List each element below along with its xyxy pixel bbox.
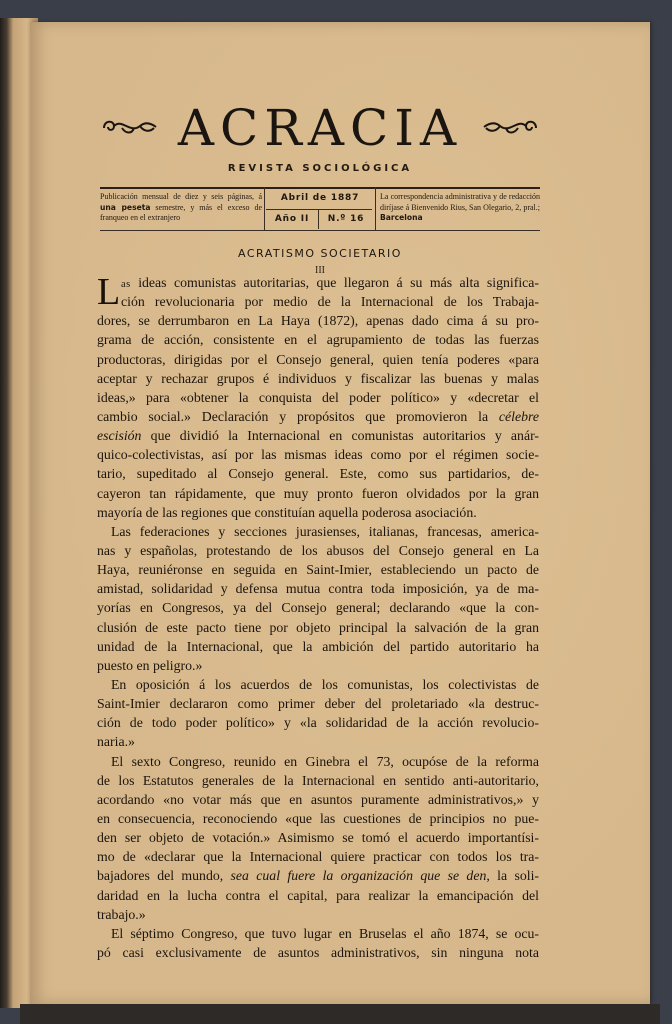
right-flourish-ornament-icon bbox=[480, 112, 540, 142]
drop-cap: L bbox=[97, 271, 121, 313]
subscription-info bbox=[100, 192, 262, 224]
subscription-price: una peseta bbox=[100, 202, 151, 212]
top-background bbox=[0, 0, 672, 22]
article-body bbox=[97, 273, 539, 962]
article-line: puesto en peligro.» bbox=[97, 657, 203, 673]
article-line: bajadores del mundo, sea cual fuere la organización que se den, la soli- bbox=[97, 868, 539, 884]
article-line: trabajo.» bbox=[97, 906, 146, 922]
article-line: quico-colectivistas, así por las mismas ideas como por el régimen socie- bbox=[97, 447, 539, 463]
subscription-text-end: semestre, y más el exceso de franqueo en el extranjero bbox=[100, 202, 262, 222]
issue-number: N.º 16 bbox=[327, 214, 365, 224]
info-divider-right bbox=[375, 187, 376, 231]
article-line: El séptimo Congreso, que tuvo lugar en Bruselas el año 1874, se ocu- bbox=[111, 925, 539, 941]
article-line: unidad de la Internacional, que la ambición del partido autoritario ha bbox=[97, 638, 539, 654]
magazine-title: ACRACIA bbox=[177, 99, 463, 157]
magazine-subtitle: REVISTA SOCIOLÓGICA bbox=[227, 163, 413, 174]
article-line: cayeron tan rápidamente, que muy pronto fueron olvidados por la gran bbox=[97, 485, 539, 501]
article-line: tario, supeditado al Consejo general. Este, como sus partidarios, de- bbox=[97, 466, 539, 482]
article-line: de los Estatutos generales de la Internacional en sentido anti-autoritario, bbox=[97, 772, 539, 788]
left-flourish-ornament-icon bbox=[100, 112, 160, 142]
correspondence-info bbox=[380, 192, 540, 224]
article-line: naria.» bbox=[97, 734, 135, 750]
article-line: daridad en la lucha contra el capital, para realizar la emancipación del bbox=[97, 887, 539, 903]
subscription-text: Publicación mensual de diez y seis páginas, á bbox=[100, 192, 262, 201]
article-line: grama de acción, consistente en el agrupamiento de todas las fuerzas bbox=[97, 332, 539, 348]
article-line: productoras, dirigidas por el Consejo general, quien tenía poderes «para bbox=[97, 351, 539, 367]
article-line: Saint-Imier declararon como primer deber del proletariado «la destruc- bbox=[97, 696, 539, 712]
correspondence-text: La correspondencia administrativa y de redacción diríjase á Bienvenido Rius, San Olegario, 2, pral.; bbox=[380, 192, 540, 212]
article-line: clusión de este pacto tiene por objeto principal la salvación de la gran bbox=[97, 619, 539, 635]
article-title: ACRATISMO SOCIETARIO bbox=[238, 247, 402, 260]
article-line: yorías en Congresos, ya del Consejo general; declarando «que la con- bbox=[97, 600, 539, 616]
article-line: aceptar y rechazar grupos é individuos y fiscalizar las buenas y malas bbox=[97, 370, 539, 386]
article-line: as ideas comunistas autoritarias, que llegaron á su más alta significa- bbox=[121, 275, 539, 290]
article-line: Haya, reuniéronse en seguida en Saint-Imier, estableciendo un pacto de bbox=[97, 562, 539, 578]
issue-box-divider bbox=[318, 209, 319, 229]
issue-year: Año II bbox=[274, 214, 310, 224]
article-line: El sexto Congreso, reunido en Ginebra el 73, ocupóse de la reforma bbox=[111, 753, 539, 769]
publication-info-bar bbox=[100, 187, 540, 231]
info-divider-left bbox=[264, 187, 265, 231]
article-line: cambio social.» Declaración y propósitos que promovieron la célebre bbox=[97, 408, 539, 424]
article-line: ción revolucionaria por medio de la Internacional de los Trabaja- bbox=[121, 294, 539, 310]
article-line: En oposición á los acuerdos de los comunistas, los colectivistas de bbox=[111, 676, 539, 692]
issue-box bbox=[266, 189, 372, 229]
masthead bbox=[100, 98, 540, 162]
article-line: ción de todo poder político» y «la solidaridad de la acción revolucio- bbox=[97, 715, 539, 731]
article-line: mo de «declarar que la Internacional quiere practicar con todos los tra- bbox=[97, 849, 539, 865]
article-line: amistad, solidaridad y defensa mutua contra toda imposición, ya de ma- bbox=[97, 581, 539, 597]
article-line: mayoría de las regiones que constituían aquella poderosa asociación. bbox=[97, 504, 477, 520]
issue-date: Abril de 1887 bbox=[280, 193, 360, 203]
article-line: escisión que dividió la Internacional en comunistas autoritarios y anár- bbox=[97, 428, 539, 444]
bottom-edge bbox=[20, 1004, 660, 1024]
info-bottom-rule bbox=[100, 230, 540, 231]
article-line: den ser objeto de votación.» Asimismo se tomó el acuerdo importantísi- bbox=[97, 830, 539, 846]
article-line: en consecuencia, reconociendo «que las cuestiones de principios no pue- bbox=[97, 810, 539, 826]
correspondence-city: Barcelona bbox=[380, 213, 423, 222]
article-line: acordando «no votar más que en asuntos puramente administrativos,» y bbox=[97, 791, 539, 807]
article-part-number: III bbox=[315, 265, 325, 276]
issue-box-rule bbox=[266, 209, 372, 210]
article-line: ideas,» para «obtener la conquista del poder político» y «decretar el bbox=[97, 389, 539, 405]
article-line: pó casi exclusivamente de asuntos administrativos, sin ninguna nota bbox=[97, 944, 539, 960]
article-line: nas y españolas, protestando de los abusos del Consejo general en La bbox=[97, 542, 539, 558]
article-line: dores, se derrumbaron en La Haya (1872), apenas dado cima á su pro- bbox=[97, 313, 539, 329]
article-line: Las federaciones y secciones jurasienses, italianas, francesas, america- bbox=[111, 523, 539, 539]
